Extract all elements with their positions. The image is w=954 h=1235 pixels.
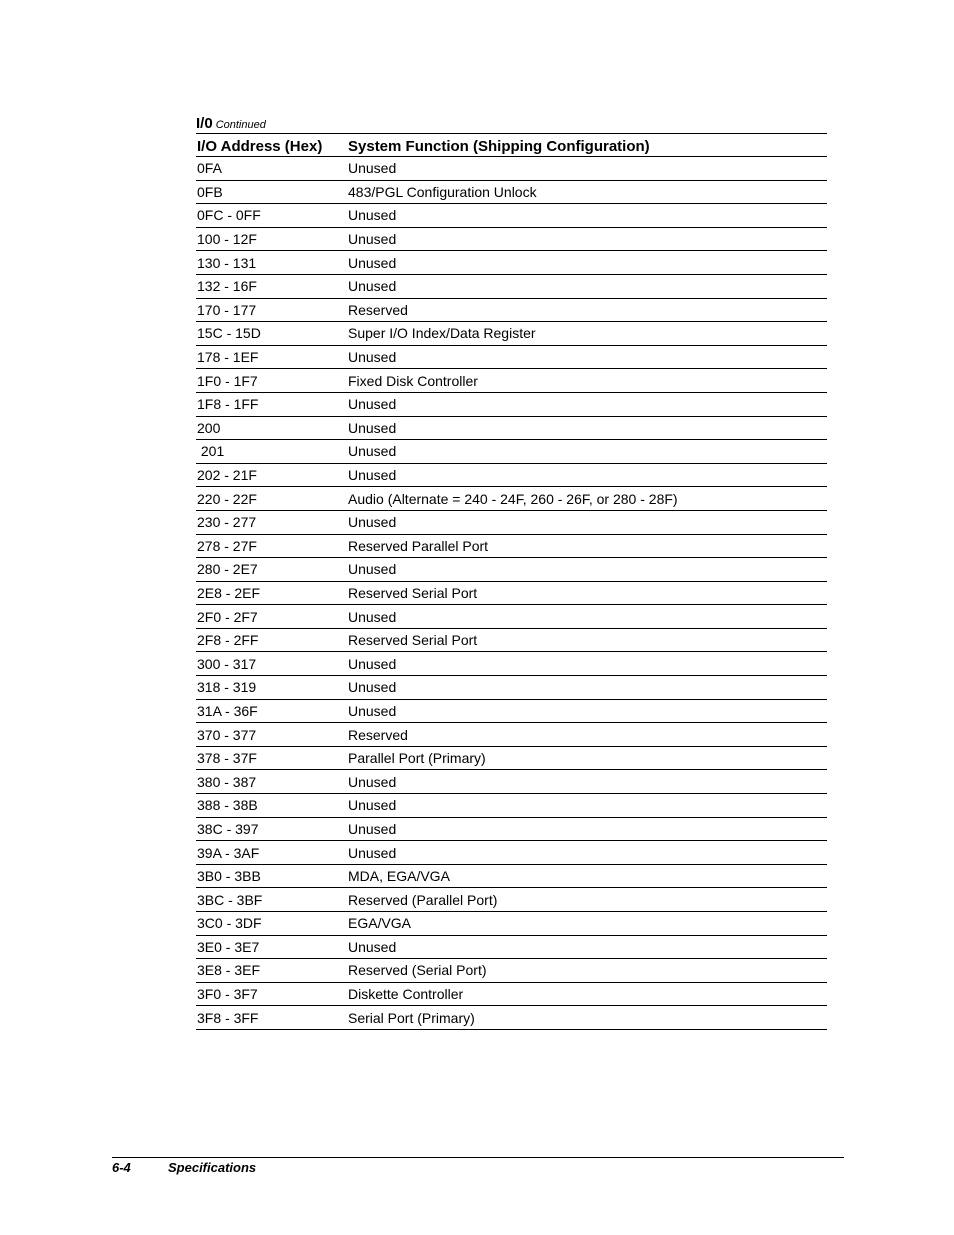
cell-address: 378 - 37F (197, 750, 257, 767)
table-row (196, 912, 827, 936)
cell-address: 280 - 2E7 (197, 561, 258, 578)
table-row (196, 629, 827, 653)
cell-function: Unused (348, 938, 397, 955)
cell-address: 380 - 387 (197, 773, 257, 790)
table-row (196, 936, 827, 960)
cell-function: Parallel Port (Primary) (348, 750, 486, 767)
table-row (196, 865, 827, 889)
table-row (196, 747, 827, 771)
cell-function: Unused (348, 254, 397, 271)
cell-address: 2F8 - 2FF (197, 632, 259, 649)
page-number: 6-4 (112, 1160, 131, 1175)
cell-function: EGA/VGA (348, 915, 412, 932)
cell-address: 39A - 3AF (197, 844, 260, 861)
cell-address: 2F0 - 2F7 (197, 608, 258, 625)
cell-address: 1F0 - 1F7 (197, 372, 258, 389)
cell-function: Unused (348, 443, 397, 460)
cell-address: 3E0 - 3E7 (197, 938, 260, 955)
cell-function: Unused (348, 207, 397, 224)
cell-address: 318 - 319 (197, 679, 257, 696)
cell-function: Unused (348, 608, 397, 625)
table-row (196, 770, 827, 794)
table-row (196, 605, 827, 629)
table-row (196, 275, 827, 299)
header-address: I/O Address (Hex) (197, 138, 323, 155)
table-header (196, 134, 827, 157)
cell-function: Unused (348, 231, 397, 248)
table-row (196, 157, 827, 181)
io-address-table (196, 133, 827, 1030)
cell-address: 130 - 131 (197, 254, 257, 271)
cell-function: Unused (348, 773, 397, 790)
table-row (196, 959, 827, 983)
table-row (196, 676, 827, 700)
cell-address: 201 (197, 443, 225, 460)
table-row (196, 181, 827, 205)
table-row (196, 228, 827, 252)
cell-function: Unused (348, 278, 397, 295)
cell-function: Unused (348, 797, 397, 814)
header-function: System Function (Shipping Configuration) (348, 138, 650, 155)
cell-address: 38C - 397 (197, 820, 259, 837)
table-row (196, 204, 827, 228)
table-row (196, 511, 827, 535)
table-row (196, 700, 827, 724)
cell-function: Unused (348, 702, 397, 719)
cell-address: 15C - 15D (197, 325, 261, 342)
cell-address: 220 - 22F (197, 490, 257, 507)
cell-address: 370 - 377 (197, 726, 257, 743)
table-row (196, 440, 827, 464)
caption-title: I/0 (196, 115, 213, 132)
cell-function: Unused (348, 655, 397, 672)
table-row (196, 582, 827, 606)
table-row (196, 346, 827, 370)
cell-address: 178 - 1EF (197, 349, 259, 366)
table-row (196, 417, 827, 441)
cell-function: Reserved Serial Port (348, 584, 478, 601)
table-row (196, 1006, 827, 1030)
cell-address: 200 (197, 419, 221, 436)
cell-function: Reserved (348, 726, 408, 743)
table-body (196, 157, 827, 1030)
table-caption (196, 115, 266, 133)
cell-address: 3F0 - 3F7 (197, 986, 258, 1003)
table-row (196, 888, 827, 912)
cell-function: Unused (348, 396, 397, 413)
table-row (196, 393, 827, 417)
cell-address: 1F8 - 1FF (197, 396, 259, 413)
table-row (196, 535, 827, 559)
table-row (196, 251, 827, 275)
cell-address: 31A - 36F (197, 702, 258, 719)
caption-continued: Continued (215, 119, 266, 131)
cell-function: Serial Port (Primary) (348, 1009, 475, 1026)
table-row (196, 558, 827, 582)
cell-address: 388 - 38B (197, 797, 258, 814)
table-row (196, 369, 827, 393)
cell-address: 300 - 317 (197, 655, 257, 672)
cell-address: 100 - 12F (197, 231, 257, 248)
cell-address: 230 - 277 (197, 514, 257, 531)
cell-function: MDA, EGA/VGA (348, 868, 450, 885)
cell-function: Reserved Parallel Port (348, 537, 489, 554)
cell-function: Reserved Serial Port (348, 632, 478, 649)
cell-address: 170 - 177 (197, 301, 257, 318)
cell-function: Super I/O Index/Data Register (348, 325, 536, 342)
table-row (196, 723, 827, 747)
cell-function: Fixed Disk Controller (348, 372, 478, 389)
cell-function: Unused (348, 467, 397, 484)
cell-function: Audio (Alternate = 240 - 24F, 260 - 26F, or 280 - 28F) (348, 490, 678, 507)
cell-address: 202 - 21F (197, 467, 257, 484)
cell-address: 0FA (197, 160, 222, 177)
cell-function: Reserved (Parallel Port) (348, 891, 498, 908)
table-row (196, 464, 827, 488)
cell-function: Unused (348, 514, 397, 531)
table-row (196, 841, 827, 865)
cell-address: 3F8 - 3FF (197, 1009, 259, 1026)
cell-address: 278 - 27F (197, 537, 257, 554)
cell-address: 0FB (197, 183, 223, 200)
table-row (196, 794, 827, 818)
table-row (196, 322, 827, 346)
cell-function: Unused (348, 561, 397, 578)
cell-address: 3E8 - 3EF (197, 962, 261, 979)
cell-function: Unused (348, 820, 397, 837)
cell-address: 3B0 - 3BB (197, 868, 261, 885)
cell-function: Diskette Controller (348, 986, 464, 1003)
cell-address: 2E8 - 2EF (197, 584, 261, 601)
cell-function: Reserved (Serial Port) (348, 962, 487, 979)
table-row (196, 487, 827, 511)
footer-divider (112, 1157, 844, 1158)
cell-function: Unused (348, 349, 397, 366)
cell-function: Unused (348, 844, 397, 861)
table-row (196, 299, 827, 323)
cell-address: 3C0 - 3DF (197, 915, 262, 932)
cell-function: 483/PGL Configuration Unlock (348, 183, 537, 200)
table-row (196, 818, 827, 842)
cell-function: Unused (348, 679, 397, 696)
cell-function: Unused (348, 160, 397, 177)
table-row (196, 652, 827, 676)
cell-address: 3BC - 3BF (197, 891, 263, 908)
section-title: Specifications (168, 1160, 257, 1175)
table-row (196, 983, 827, 1007)
cell-function: Reserved (348, 301, 408, 318)
cell-address: 0FC - 0FF (197, 207, 261, 224)
cell-address: 132 - 16F (197, 278, 257, 295)
cell-function: Unused (348, 419, 397, 436)
